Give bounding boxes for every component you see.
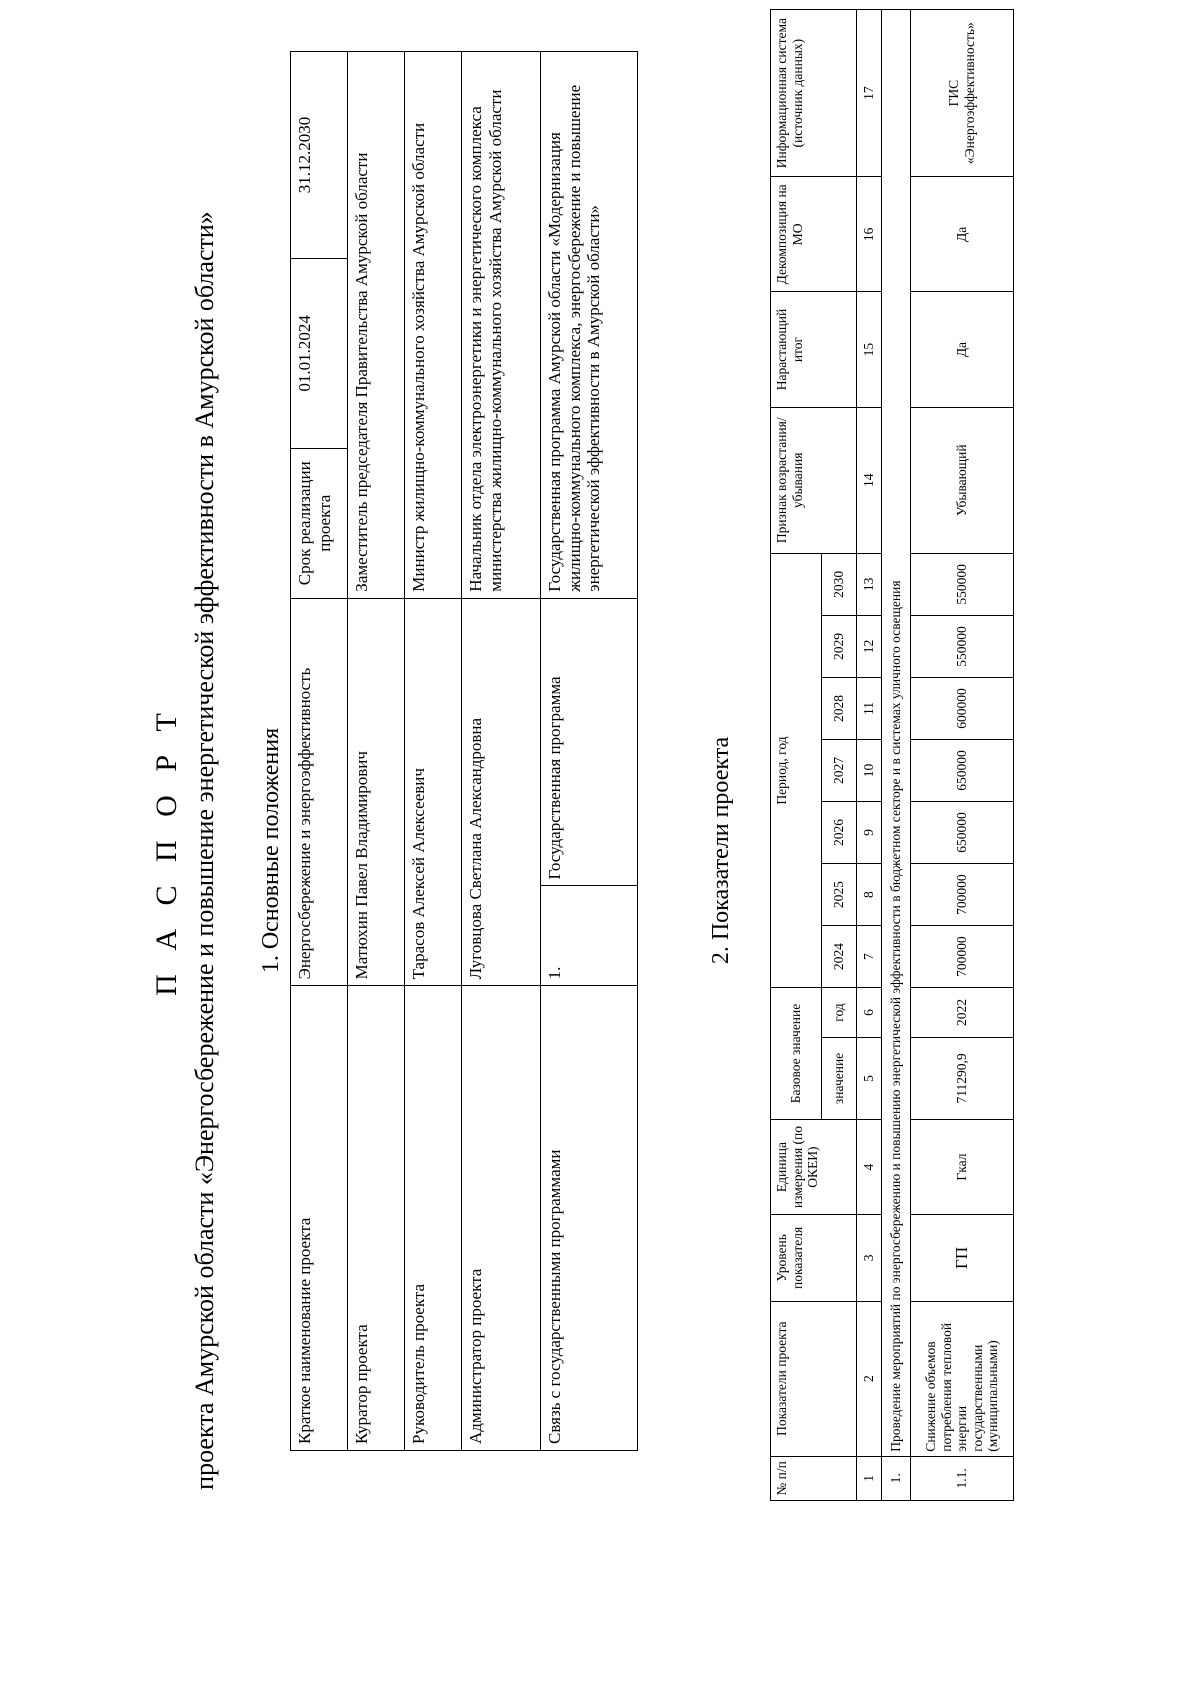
- row-year-value: 550000: [911, 553, 1014, 615]
- col-number: 7: [857, 926, 882, 988]
- header-base-value: значение: [822, 1037, 857, 1119]
- col-number: 1: [857, 1456, 882, 1500]
- row-label: Краткое наименование проекта: [291, 986, 348, 1451]
- col-number: 3: [857, 1215, 882, 1301]
- col-number: 15: [857, 292, 882, 407]
- row-year-value: 650000: [911, 739, 1014, 801]
- row-value: Матюхин Павел Владимирович: [348, 598, 405, 986]
- indicators-table: [770, 9, 1014, 1501]
- header-year: 2027: [822, 739, 857, 801]
- col-number: 6: [857, 988, 882, 1038]
- table-row: [405, 52, 462, 1451]
- header-year: 2024: [822, 926, 857, 988]
- row-detail: Государственная программа Амурской области «Модернизация жилищно-коммунального комплекса, энергосбережение и повышение энергетической эффективности в Амурской области»: [541, 52, 638, 599]
- col-number: 9: [857, 802, 882, 864]
- col-number: 16: [857, 177, 882, 292]
- col-number: 4: [857, 1119, 882, 1214]
- main-provisions-table: [290, 51, 638, 1451]
- row-base-year: 2022: [911, 988, 1014, 1038]
- header-year: 2030: [822, 553, 857, 615]
- table-row: [911, 10, 1014, 1501]
- row-detail: Заместитель председателя Правительства Амурской области: [348, 52, 405, 599]
- row-value: Энергосбережение и энергоэффективность: [291, 598, 348, 986]
- header-year: 2029: [822, 615, 857, 677]
- section1-heading: 1. Основные положения: [258, 727, 284, 974]
- document-subtitle: проекта Амурской области «Энергосбережение и повышение энергетической эффективности в Амурской области»: [190, 211, 219, 1490]
- col-number: 5: [857, 1037, 882, 1119]
- header-num: № п/п: [771, 1456, 857, 1500]
- program-number: 1.: [541, 886, 638, 986]
- header-year: 2026: [822, 802, 857, 864]
- row-cumulative: Да: [911, 292, 1014, 407]
- header-base-year: год: [822, 988, 857, 1038]
- group-num: 1.: [882, 1456, 911, 1500]
- row-year-value: 650000: [911, 802, 1014, 864]
- row-decomposition: Да: [911, 177, 1014, 292]
- header-unit: Единица измерения (по ОКЕИ): [771, 1119, 857, 1214]
- section2-heading: 2. Показатели проекта: [708, 736, 734, 965]
- table-row: [541, 52, 638, 1451]
- col-number: 12: [857, 615, 882, 677]
- row-value: Тарасов Алексей Алексеевич: [405, 598, 462, 986]
- document-title: П А С П О Р Т: [150, 705, 183, 996]
- header-year: 2025: [822, 864, 857, 926]
- row-sign: Убывающий: [911, 407, 1014, 553]
- col-number: 8: [857, 864, 882, 926]
- term-label: Срок реализации проекта: [291, 448, 348, 598]
- column-number-row: [857, 10, 882, 1501]
- row-label: Связь с государственными программами: [541, 986, 638, 1451]
- header-decomposition: Декомпозиция на МО: [771, 177, 857, 292]
- header-cumulative: Нарастающий итог: [771, 292, 857, 407]
- row-indicator: Снижение объемов потребления тепловой энергии государственными (муниципальными): [911, 1301, 1014, 1456]
- header-indicator: Показатели проекта: [771, 1301, 857, 1456]
- row-base-value: 711290,9: [911, 1037, 1014, 1119]
- header-sign: Признак возрастания/ убывания: [771, 407, 857, 553]
- row-label: Руководитель проекта: [405, 986, 462, 1451]
- row-year-value: 700000: [911, 864, 1014, 926]
- row-info-system: ГИС «Энергоэффективность»: [911, 10, 1014, 177]
- row-detail: Начальник отдела электроэнергетики и энергетического комплекса министерства жилищно-коммунального хозяйства Амурской области: [462, 52, 541, 599]
- row-year-value: 550000: [911, 615, 1014, 677]
- row-level: ГП: [911, 1215, 1014, 1301]
- term-end: 31.12.2030: [291, 52, 348, 259]
- row-num: 1.1.: [911, 1456, 1014, 1500]
- header-row: [771, 10, 822, 1501]
- row-value: Государственная программа: [541, 598, 638, 886]
- col-number: 2: [857, 1301, 882, 1456]
- col-number: 13: [857, 553, 882, 615]
- header-period: Период, год: [771, 553, 822, 987]
- row-label: Администратор проекта: [462, 986, 541, 1451]
- header-level: Уровень показателя: [771, 1215, 857, 1301]
- table-row: [348, 52, 405, 1451]
- group-text: Проведение мероприятий по энергосбережению и повышению энергетической эффективности в бюджетном секторе и в системах уличного освещения: [882, 10, 911, 1457]
- col-number: 14: [857, 407, 882, 553]
- table-row: [291, 52, 348, 1451]
- col-number: 10: [857, 739, 882, 801]
- group-row: [882, 10, 911, 1501]
- header-year: 2028: [822, 677, 857, 739]
- col-number: 11: [857, 677, 882, 739]
- row-unit: Гкал: [911, 1119, 1014, 1214]
- table-row: [462, 52, 541, 1451]
- row-year-value: 600000: [911, 677, 1014, 739]
- header-base: Базовое значение: [771, 988, 822, 1120]
- row-value: Луговцова Светлана Александровна: [462, 598, 541, 986]
- term-start: 01.01.2024: [291, 258, 348, 448]
- row-label: Куратор проекта: [348, 986, 405, 1451]
- row-year-value: 700000: [911, 926, 1014, 988]
- row-detail: Министр жилищно-коммунального хозяйства Амурской области: [405, 52, 462, 599]
- col-number: 17: [857, 10, 882, 177]
- header-info-system: Информационная система (источник данных): [771, 10, 857, 177]
